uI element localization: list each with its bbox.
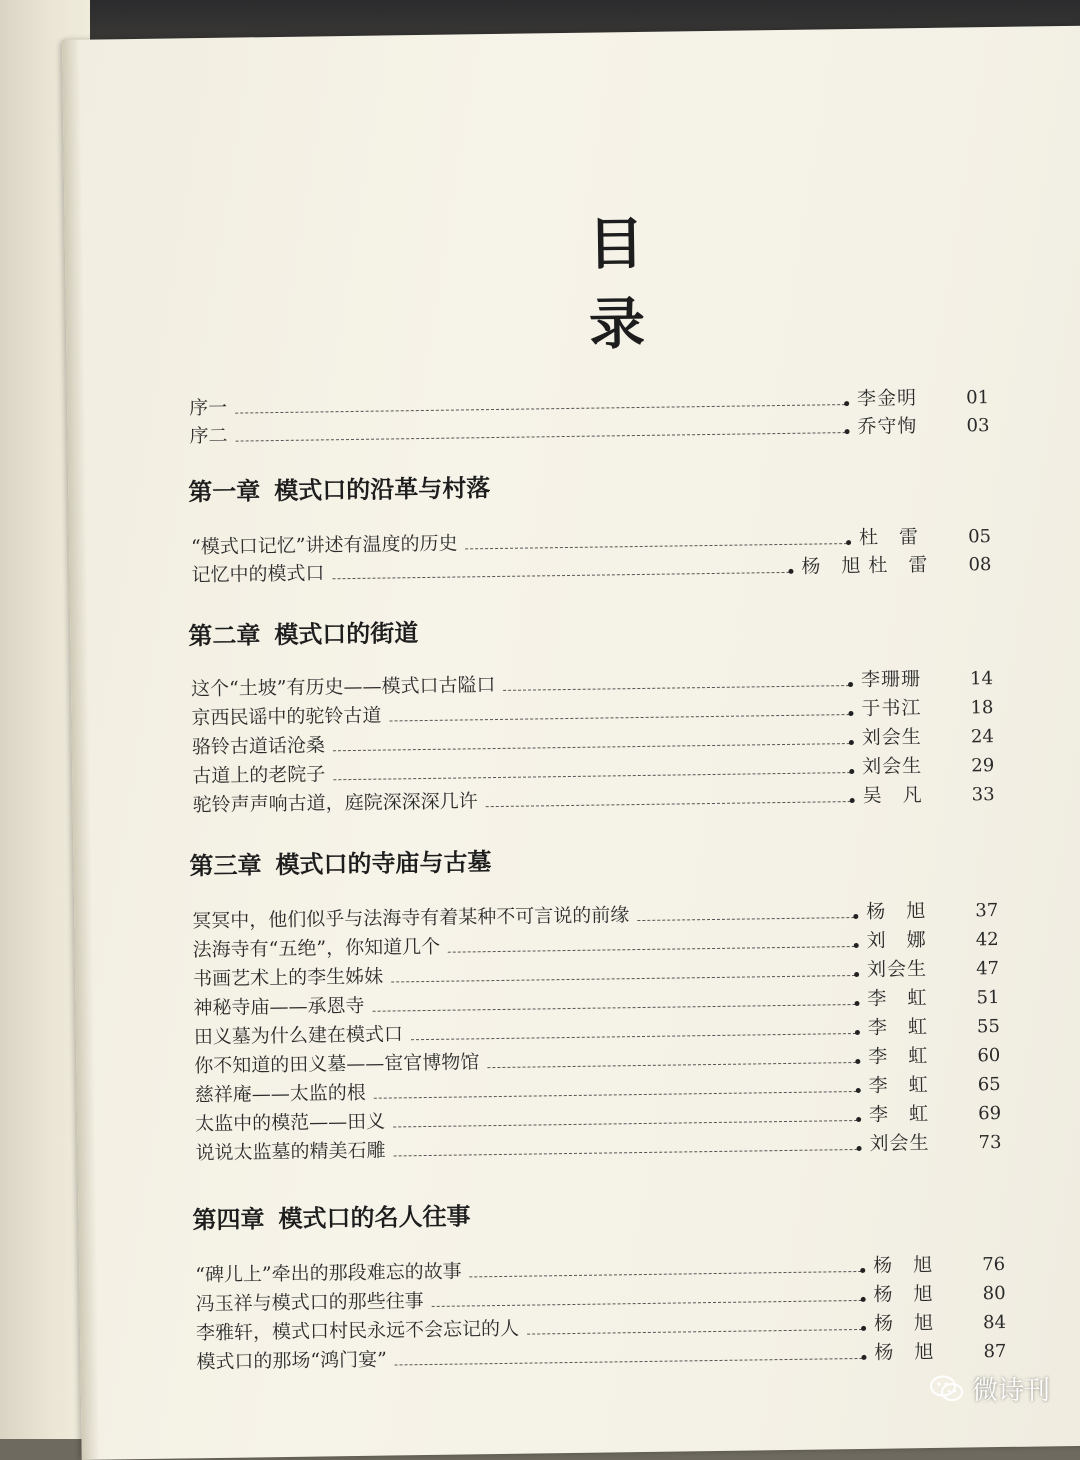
entry-title: 法海寺有“五绝”，你知道几个	[192, 935, 441, 962]
entry-page: 60	[977, 1044, 1001, 1067]
dot-leader	[333, 772, 850, 780]
entry-title: 李雅轩，模式口村民永远不会忘记的人	[195, 1317, 520, 1345]
entry-page: 33	[971, 784, 995, 806]
entry-title: “模式口记忆”讲述有温度的历史	[190, 532, 458, 559]
entry-page: 03	[966, 415, 990, 437]
entry-author: 李 虹	[868, 1102, 930, 1126]
entry-page: 69	[978, 1102, 1002, 1125]
entry-page: 87	[983, 1340, 1007, 1363]
page-title: 目 录	[587, 208, 797, 358]
chapter-name: 模式口的寺庙与古墓	[275, 847, 492, 880]
entry-title: 太监中的模范——田义	[194, 1110, 386, 1136]
entry-page: 05	[967, 526, 992, 548]
entry-page: 14	[969, 668, 994, 690]
entry-author: 刘会生	[866, 958, 928, 981]
entry-page: 08	[968, 554, 992, 576]
dot-leader	[448, 946, 855, 953]
dot-leader	[395, 1358, 863, 1366]
dot-leader	[235, 404, 845, 414]
dot-leader	[486, 801, 851, 807]
dot-leader	[393, 1120, 857, 1127]
dot-leader	[504, 685, 850, 691]
entry-page: 29	[971, 755, 995, 777]
dot-leader	[527, 1329, 862, 1335]
chapter-number: 第二章	[188, 620, 261, 651]
entry-author: 杨 旭 杜 雷	[801, 553, 929, 578]
entry-page: 73	[978, 1131, 1002, 1154]
entry-title: 田义墓为什么建在模式口	[193, 1023, 404, 1049]
entry-title: 说说太监墓的精美石雕	[195, 1139, 386, 1165]
entry-author: 李 虹	[867, 1016, 929, 1039]
dot-leader	[470, 1271, 862, 1277]
dot-leader	[466, 543, 848, 549]
entry-author: 杜 雷	[858, 526, 920, 549]
dot-leader	[411, 1033, 856, 1040]
book-page	[62, 25, 1080, 1459]
entry-page: 37	[975, 900, 999, 922]
chapter-name: 模式口的街道	[274, 618, 419, 650]
chapter-number: 第三章	[189, 850, 262, 881]
entry-page: 76	[982, 1253, 1006, 1276]
chapter-heading	[188, 613, 418, 651]
entry-title: 书画艺术上的李生姊妹	[192, 965, 384, 991]
entry-title: 慈祥庵——太监的根	[194, 1081, 366, 1107]
entry-title: 京西民谣中的驼铃古道	[191, 704, 382, 730]
entry-title: 神秘寺庙——承恩寺	[193, 994, 365, 1020]
dot-leader	[487, 1062, 856, 1068]
watermark-text: 微诗刊	[971, 1376, 1050, 1406]
entry-page: 18	[970, 697, 994, 719]
entry-title: “碑儿上”牵出的那段难忘的故事	[195, 1260, 462, 1287]
dot-leader	[333, 572, 790, 579]
entry-page: 01	[966, 387, 990, 409]
entry-title: 古道上的老院子	[192, 763, 326, 788]
dot-leader	[373, 1004, 856, 1012]
entry-title: 骆铃古道话沧桑	[191, 734, 326, 759]
entry-author: 李 虹	[868, 1045, 929, 1068]
entry-title: 冥冥中，他们似乎与法海寺有着某种不可言说的前缘	[192, 904, 630, 933]
entry-page: 51	[976, 987, 1000, 1009]
dot-leader	[394, 1149, 858, 1156]
entry-author: 刘 娜	[866, 929, 927, 952]
entry-author: 杨 旭	[873, 1253, 934, 1277]
dot-leader	[236, 432, 846, 442]
chapter-name: 模式口的名人往事	[278, 1201, 471, 1234]
entry-title: 这个“土坡”有历史——模式口古隘口	[190, 674, 496, 701]
chapter-number: 第四章	[192, 1204, 265, 1235]
entry-page: 55	[976, 1016, 1001, 1038]
watermark	[930, 1370, 1050, 1407]
entry-author: 李珊珊	[860, 668, 922, 691]
entry-author: 于书江	[861, 697, 922, 720]
entry-title: 冯玉祥与模式口的那些往事	[195, 1290, 424, 1316]
entry-page: 42	[975, 929, 999, 951]
entry-title: 序一	[189, 396, 228, 420]
entry-title: 序二	[189, 424, 228, 448]
entry-author: 李金明	[856, 387, 918, 410]
entry-author: 刘会生	[862, 755, 923, 778]
entry-title: 记忆中的模式口	[191, 562, 325, 587]
entry-author: 李 虹	[867, 987, 928, 1010]
entry-author: 乔守恂	[857, 415, 918, 438]
chapter-number: 第一章	[188, 476, 261, 507]
entry-page: 65	[977, 1073, 1001, 1096]
entry-author: 吴 凡	[862, 784, 923, 807]
entry-author: 刘会生	[869, 1131, 930, 1155]
entry-title: 驼铃声声响古道，庭院深深深几许	[192, 790, 478, 817]
dot-leader	[637, 917, 854, 921]
entry-page: 47	[976, 958, 1000, 980]
entry-page: 84	[982, 1311, 1007, 1334]
chapter-heading	[188, 468, 490, 507]
entry-author: 刘会生	[861, 726, 922, 749]
entry-title: 你不知道的田义墓——宦官博物馆	[194, 1051, 480, 1078]
entry-author: 杨 旭	[874, 1340, 935, 1364]
dot-leader	[390, 714, 850, 721]
entry-author: 杨 旭	[873, 1311, 935, 1335]
wechat-icon	[930, 1375, 964, 1403]
entry-author: 李 虹	[868, 1074, 929, 1097]
entry-author: 杨 旭	[873, 1282, 934, 1306]
entry-page: 24	[970, 726, 994, 748]
entry-title: 模式口的那场“鸿门宴”	[196, 1348, 388, 1374]
chapter-name: 模式口的沿革与村落	[274, 473, 491, 506]
chapter-heading	[192, 1196, 470, 1235]
dot-leader	[432, 1300, 862, 1307]
entry-author: 杨 旭	[866, 900, 927, 923]
dot-leader	[374, 1091, 857, 1099]
entry-page: 80	[982, 1282, 1006, 1305]
chapter-heading	[189, 842, 491, 881]
dot-leader	[333, 743, 850, 751]
dot-leader	[391, 975, 855, 982]
